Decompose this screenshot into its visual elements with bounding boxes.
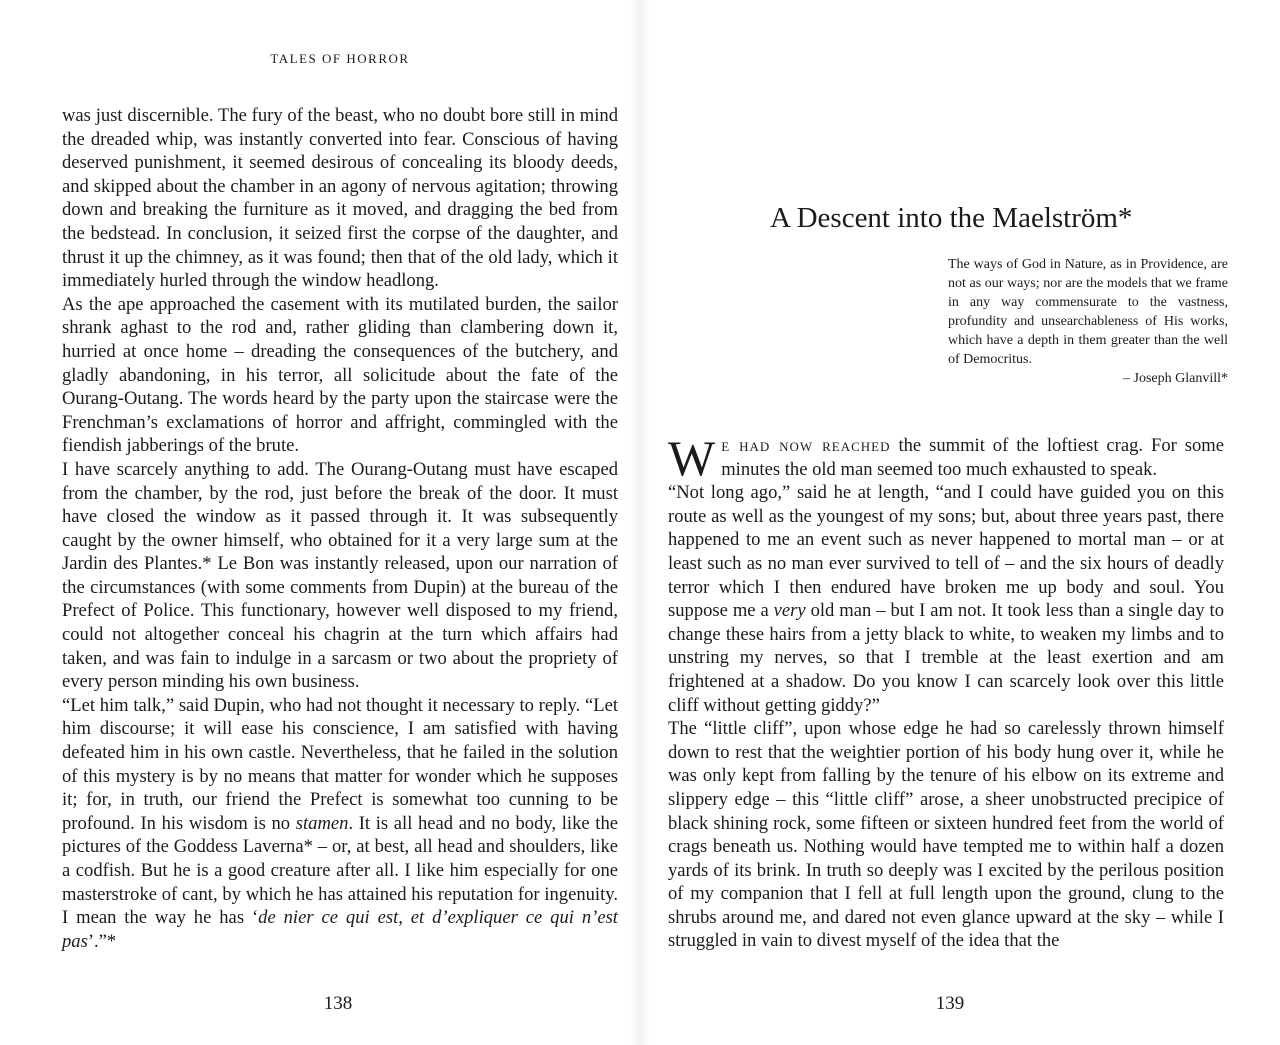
paragraph-text: The “little cliff”, upon whose edge he had so carelessly thrown himself down to rest that the weightier portion of his body hung over it, while he was only kept from falling by the tenure of his elbow on its extreme and slippery edge – this “little cliff” arose, a sheer unobstructed precipice of black shining rock, some fifteen or sixteen hundred feet from the world of crags beneath us. Nothing would have tempted me to within half a dozen yards of its brink. In truth so deeply was I excited by the perilous position of my companion that I fell at full length upon the ground, clung to the shrubs around me, and dared not even glance upward at the sky – while I struggled in vain to divest myself of the idea that the <box>668 718 1224 952</box>
epigraph-attribution: – Joseph Glanvill* <box>1123 371 1228 386</box>
paragraph-text: . It is all head and no body, like the pictures of the Goddess Laverna* – or, at best, all head and shoulders, like a codfish. But he is a good creature after all. I like him especially for one masterstroke of cant, by which he has attained his reputation for ingenuity. I mean the way he has ‘ <box>62 812 618 929</box>
paragraph-text: the summit of the loftiest crag. For some minutes the old man seemed too much exhausted to speak. <box>721 435 1224 480</box>
paragraph <box>62 293 618 458</box>
paragraph <box>62 458 618 694</box>
opening-small-caps: e had now reached <box>721 435 891 456</box>
paragraph <box>668 481 1224 717</box>
chapter-title: A Descent into the Maelström* <box>770 202 1133 234</box>
paragraph-text: I have scarcely anything to add. The Ourang-Outang must have escaped from the chamber, by the rod, just before the break of the door. It must have closed the window as it passed through it. It was subsequently caught by the owner himself, who obtained for it a very large sum at the Jardin des Plantes.* Le Bon was instantly released, upon our narration of the circumstances (with some comments from Dupin) at the bureau of the Prefect of Police. This functionary, however well disposed to my friend, could not altogether conceal his chagrin at the turn which affairs had taken, and was fain to indulge in a sarcasm or two about the propriety of every person minding his own business. <box>62 458 618 693</box>
italic-quote: de nier ce qui est, et d’expliquer ce qui n’est pas <box>62 907 618 952</box>
italic-word: very <box>773 600 806 622</box>
drop-cap: W <box>668 430 716 486</box>
running-head: TALES OF HORROR <box>270 51 410 66</box>
page-number: 139 <box>935 993 965 1014</box>
right-page-body <box>668 430 1225 953</box>
page-number: 138 <box>323 993 353 1014</box>
left-page-body <box>62 104 618 953</box>
paragraph <box>62 694 618 954</box>
paragraph-text: As the ape approached the casement with its mutilated burden, the sailor shrank aghast to the rod and, rather gliding than clambering down it, hurried at once home – dreading the consequences of the butchery, and gladly abandoning, in his terror, all solicitude about the fate of the Ourang-Outang. The words heard by the party upon the staircase were the Frenchman’s exclamations of horror and affright, commingled with the fiendish jabberings of the brute. <box>62 293 618 457</box>
paragraph-text: ’.”* <box>87 930 117 952</box>
epigraph: The ways of God in Nature, as in Providence, are not as our ways; nor are the models that we frame in any way commensurate to the vastness, profundity and unsearchableness of His works, which have a depth in them greater than the well of Democritus. <box>948 257 1228 367</box>
paragraph-text: “Not long ago,” said he at length, “and I could have guided you on this route as well as the youngest of my sons; but, about three years past, there happened to me an event such as never happened to mortal man – or at least such as no man ever survived to tell of – and the six hours of deadly terror which I then endured have broken me up body and soul. You suppose me a <box>668 482 1224 622</box>
italic-word: stamen <box>295 812 349 834</box>
paragraph-text: “Let him talk,” said Dupin, who had not thought it necessary to reply. “Let him discourse; it will ease his conscience, I am satisfied with having defeated him in his own castle. Nevertheless, that he failed in the solution of this mystery is by no means that matter for wonder which he supposes it; for, in truth, our friend the Prefect is somewhat too cunning to be profound. In his wisdom is no <box>62 694 618 834</box>
paragraph: was just discernible. The fury of the beast, who no doubt bore still in mind the dreaded whip, was instantly converted into fear. Conscious of having deserved punishment, it seemed desirous of concealing its bloody deeds, and skipped about the chamber in an agony of nervous agitation; throwing down and breaking the furniture as it moved, and dragging the bed from the bedstead. In conclusion, it seized first the corpse of the daughter, and thrust it up the chimney, as it was found; then that of the old lady, which it immediately hurled through the window headlong. <box>62 105 618 292</box>
paragraph <box>668 717 1224 953</box>
right-page <box>640 0 1280 1045</box>
opening-paragraph <box>668 430 1224 486</box>
paragraph-text: old man – but I am not. It took less than a single day to change these hairs from a jetty black to white, to weaken my limbs and to unstring my nerves, so that I tremble at the least exertion and am frightened at a shadow. Do you know I can scarcely look over this little cliff without getting giddy?” <box>668 600 1225 716</box>
